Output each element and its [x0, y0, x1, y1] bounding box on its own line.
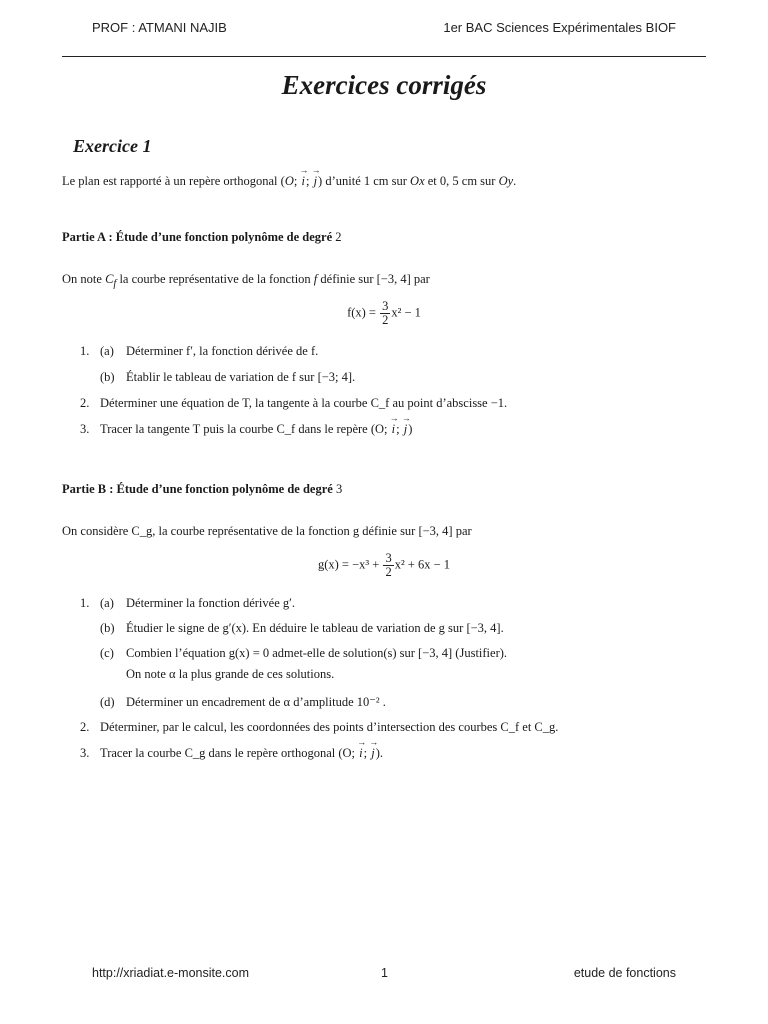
header-author: PROF : ATMANI NAJIB: [92, 20, 227, 35]
part-a-q1b: (b) Établir le tableau de variation de f sur [−3; 4].: [100, 370, 356, 384]
part-b-q1c: (c) Combien l’équation g(x) = 0 admet-elle de solution(s) sur [−3, 4] (Justifier).: [100, 646, 508, 660]
part-b-q1c-note: On note α la plus grande de ces solutions.: [126, 667, 335, 681]
part-b-q1d: (d) Déterminer un encadrement de α d’amplitude 10⁻² .: [100, 695, 386, 709]
part-b-intro: On considère C_g, la courbe représentative de la fonction g définie sur [−3, 4] par: [62, 524, 472, 538]
part-b-heading: Partie B : Étude d’une fonction polynôme de degré 3: [62, 482, 343, 496]
header-class: 1er BAC Sciences Expérimentales BIOF: [443, 20, 676, 35]
vector-i: → i: [300, 174, 305, 189]
header-rule: [62, 56, 706, 57]
part-a-q2: 2. Déterminer une équation de T, la tangente à la courbe C_f au point d’abscisse −1.: [80, 396, 508, 410]
page-number: 1: [381, 966, 388, 980]
vector-j: → j: [313, 174, 318, 189]
page-title: Exercices corrigés: [281, 70, 487, 100]
part-b-q1a: 1. (a) Déterminer la fonction dérivée g′.: [80, 596, 295, 610]
part-b-q2: 2. Déterminer, par le calcul, les coordonnées des points d’intersection des courbes C_f et C_g.: [80, 720, 559, 734]
part-a-intro: On note $C_f$ la courbe représentative de la fonction f définie sur [−3, 4] par: [62, 272, 430, 290]
equation-f: f(x) = $\frac{3}{2}$ x² − 1: [347, 299, 421, 328]
part-b-q1b: (b) Étudier le signe de g′(x). En déduire le tableau de variation de g sur [−3, 4].: [100, 621, 504, 635]
footer-link[interactable]: http://xriadiat.e-monsite.com: [92, 966, 250, 980]
part-a-q3: 3. Tracer la tangente T puis la courbe C_f dans le repère (O; → i; → j): [80, 422, 412, 437]
part-b-q3: 3. Tracer la courbe C_g dans le repère orthogonal (O; → i; → j).: [80, 746, 383, 761]
part-a-q1a: 1. (a) Déterminer f′, la fonction dérivée de f.: [80, 344, 319, 358]
equation-g: g(x) = −x³ + $\frac{3}{2}$ x² + 6x − 1: [317, 551, 451, 580]
footer-topic: etude de fonctions: [573, 966, 676, 980]
intro-paragraph: Le plan est rapporté à un repère orthogonal (O; → i; → j) d’unité 1 cm sur Ox et 0, 5 cm sur Oy.: [62, 174, 516, 189]
part-a-heading: Partie A : Étude d’une fonction polynôme de degré 2: [62, 230, 342, 244]
exercise-title: Exercice 1: [73, 136, 152, 156]
